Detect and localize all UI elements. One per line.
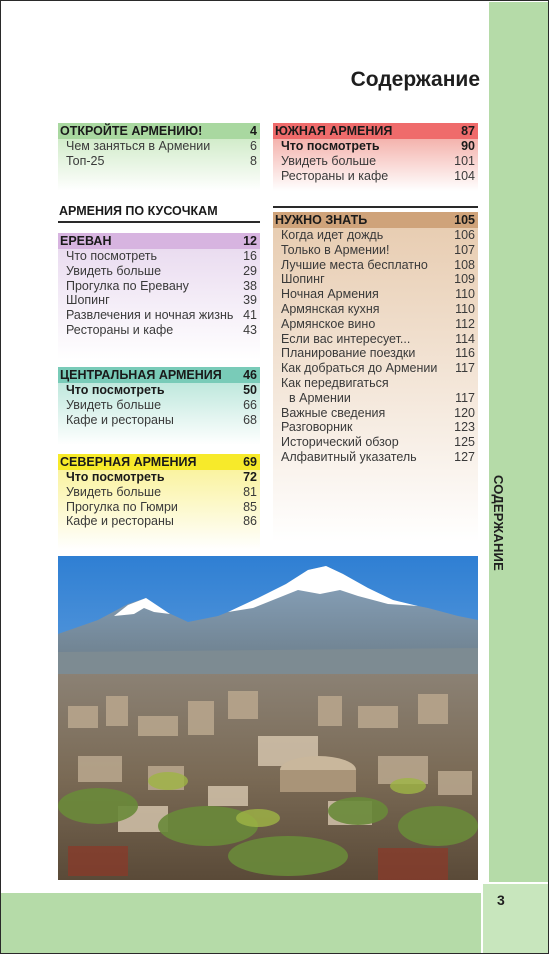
toc-section-intro <box>58 123 260 191</box>
section-page: 4 <box>250 124 257 138</box>
toc-entry[interactable] <box>58 485 260 500</box>
toc-entry[interactable] <box>273 169 478 184</box>
entry-page: 117 <box>455 361 475 376</box>
entry-page: 72 <box>243 470 257 484</box>
entry-page: 112 <box>455 316 475 331</box>
entry-page: 104 <box>454 168 475 183</box>
toc-entry[interactable] <box>273 228 478 243</box>
entry-label: Когда идет дождь <box>281 228 384 242</box>
toc-entry[interactable] <box>58 154 260 169</box>
toc-entry[interactable] <box>273 391 478 406</box>
section-title: ЦЕНТРАЛЬНАЯ АРМЕНИЯ <box>60 368 222 382</box>
entry-label: Рестораны и кафе <box>66 322 174 337</box>
entry-label: Увидеть больше <box>66 263 162 278</box>
entry-page: 86 <box>243 514 257 529</box>
toc-entry[interactable] <box>58 323 260 338</box>
entry-label: Прогулка по Еревану <box>66 278 189 293</box>
entry-label: Ночная Армения <box>281 287 379 302</box>
entry-label: Что посмотреть <box>66 383 165 397</box>
entry-page: 114 <box>455 331 475 346</box>
entry-page: 107 <box>454 242 475 257</box>
entry-label: Что посмотреть <box>66 249 158 263</box>
entry-label: Кафе и рестораны <box>66 514 174 529</box>
section-title: СЕВЕРНАЯ АРМЕНИЯ <box>60 455 197 469</box>
toc-entry[interactable] <box>273 435 478 450</box>
entry-label: Кафе и рестораны <box>66 412 174 427</box>
toc-entry[interactable] <box>58 249 260 264</box>
entry-page: 6 <box>250 139 257 153</box>
entry-page: 123 <box>454 420 475 435</box>
entry-label: Прогулка по Гюмри <box>66 499 178 514</box>
entry-page: 127 <box>454 449 475 464</box>
entry-label: Как передвигаться <box>281 375 389 390</box>
toc-entry[interactable] <box>273 406 478 421</box>
entry-label: Как добраться до Армении <box>281 361 438 376</box>
toc-entry[interactable] <box>273 139 478 154</box>
section-page: 105 <box>454 213 475 227</box>
entry-page: 43 <box>243 322 257 337</box>
entry-label: Что посмотреть <box>281 139 380 153</box>
toc-entry[interactable] <box>58 264 260 279</box>
entry-label: Важные сведения <box>281 405 386 420</box>
toc-section-header[interactable] <box>58 123 260 139</box>
toc-entry[interactable] <box>273 302 478 317</box>
yerevan-ararat-photo <box>58 556 478 880</box>
entry-label: Армянское вино <box>281 316 376 331</box>
toc-entry[interactable] <box>273 317 478 332</box>
entry-page: 29 <box>243 263 257 278</box>
section-page: 12 <box>243 234 257 248</box>
entry-page: 8 <box>250 153 257 168</box>
toc-section-header[interactable] <box>273 212 478 228</box>
entry-label: Что посмотреть <box>66 470 165 484</box>
entry-page: 81 <box>243 484 257 499</box>
photo-illustration <box>58 556 478 880</box>
toc-section-header[interactable] <box>58 367 260 383</box>
side-label: СОДЕРЖАНИЕ <box>491 475 506 571</box>
toc-entry[interactable] <box>273 420 478 435</box>
entry-page: 85 <box>243 499 257 514</box>
entry-page: 41 <box>243 308 257 323</box>
entry-page: 50 <box>243 383 257 397</box>
entry-page: 116 <box>455 346 475 361</box>
toc-entry[interactable] <box>58 500 260 515</box>
entry-label: Увидеть больше <box>66 397 162 412</box>
entry-page: 125 <box>454 435 475 450</box>
entry-label: Разговорник <box>281 420 353 435</box>
entry-label: Только в Армении! <box>281 242 390 257</box>
toc-entry[interactable] <box>273 332 478 347</box>
entry-page: 90 <box>461 139 475 153</box>
section-title: ЮЖНАЯ АРМЕНИЯ <box>275 124 393 138</box>
page-title: Содержание <box>350 68 480 91</box>
toc-entry[interactable] <box>273 243 478 258</box>
toc-entry[interactable] <box>58 514 260 529</box>
entry-page: 68 <box>243 412 257 427</box>
entry-page: 120 <box>454 405 475 420</box>
toc-entry[interactable] <box>273 287 478 302</box>
entry-page: 101 <box>454 153 475 168</box>
entry-label: в Армении <box>289 390 351 405</box>
toc-entry[interactable] <box>273 272 478 287</box>
toc-section-yerevan <box>58 233 260 360</box>
page-number-box <box>481 882 548 953</box>
toc-entry[interactable] <box>273 346 478 361</box>
divider-rule <box>58 221 260 223</box>
section-page: 87 <box>461 124 475 138</box>
entry-page: 66 <box>243 397 257 412</box>
toc-entry[interactable] <box>58 308 260 323</box>
bottom-strip <box>1 893 481 953</box>
entry-label: Планирование поездки <box>281 346 416 361</box>
toc-entry[interactable] <box>273 258 478 273</box>
toc-entry[interactable] <box>58 293 260 308</box>
entry-page: 106 <box>454 228 475 242</box>
section-page: 46 <box>243 368 257 382</box>
divider-rule <box>273 206 478 208</box>
toc-entry[interactable] <box>58 413 260 428</box>
toc-section-north <box>58 454 260 550</box>
page-number: 3 <box>497 892 505 908</box>
section-page: 69 <box>243 455 257 469</box>
entry-page: 108 <box>454 257 475 272</box>
entry-page: 110 <box>455 287 475 302</box>
entry-label: Если вас интересует... <box>281 331 411 346</box>
toc-section-header[interactable] <box>273 123 478 139</box>
entry-label: Развлечения и ночная жизнь <box>66 308 234 323</box>
pieces-heading: АРМЕНИЯ ПО КУСОЧКАМ <box>59 204 218 218</box>
toc-section-south <box>273 123 478 191</box>
entry-label: Увидеть больше <box>66 484 162 499</box>
entry-page: 109 <box>454 272 475 287</box>
toc-entry[interactable] <box>273 154 478 169</box>
entry-page: 16 <box>243 249 257 263</box>
side-strip <box>489 2 548 882</box>
entry-label: Алфавитный указатель <box>281 449 417 464</box>
toc-section-header[interactable] <box>58 233 260 249</box>
toc-section-header[interactable] <box>58 454 260 470</box>
toc-entry[interactable] <box>58 139 260 154</box>
entry-page: 38 <box>243 278 257 293</box>
toc-section-need-to-know <box>273 212 478 542</box>
section-title: НУЖНО ЗНАТЬ <box>275 213 368 227</box>
toc-entry[interactable] <box>58 383 260 398</box>
toc-section-central <box>58 367 260 445</box>
entry-page: 117 <box>455 390 475 405</box>
entry-label: Топ-25 <box>66 153 105 168</box>
entry-label: Чем заняться в Армении <box>66 139 211 153</box>
entry-label: Рестораны и кафе <box>281 168 389 183</box>
entry-label: Шопинг <box>281 272 325 287</box>
entry-page: 39 <box>243 293 257 308</box>
entry-label: Лучшие места бесплатно <box>281 257 428 272</box>
toc-entry[interactable] <box>58 279 260 294</box>
toc-entry[interactable] <box>58 398 260 413</box>
toc-entry[interactable] <box>273 376 478 391</box>
section-title: ЕРЕВАН <box>60 234 112 248</box>
toc-entry[interactable] <box>273 361 478 376</box>
entry-label: Шопинг <box>66 293 110 308</box>
toc-entry[interactable] <box>273 450 478 465</box>
entry-label: Армянская кухня <box>281 301 380 316</box>
entry-label: Увидеть больше <box>281 153 377 168</box>
toc-entry[interactable] <box>58 470 260 485</box>
entry-page: 110 <box>455 301 475 316</box>
section-title: ОТКРОЙТЕ АРМЕНИЮ! <box>60 124 203 138</box>
entry-label: Исторический обзор <box>281 435 399 450</box>
